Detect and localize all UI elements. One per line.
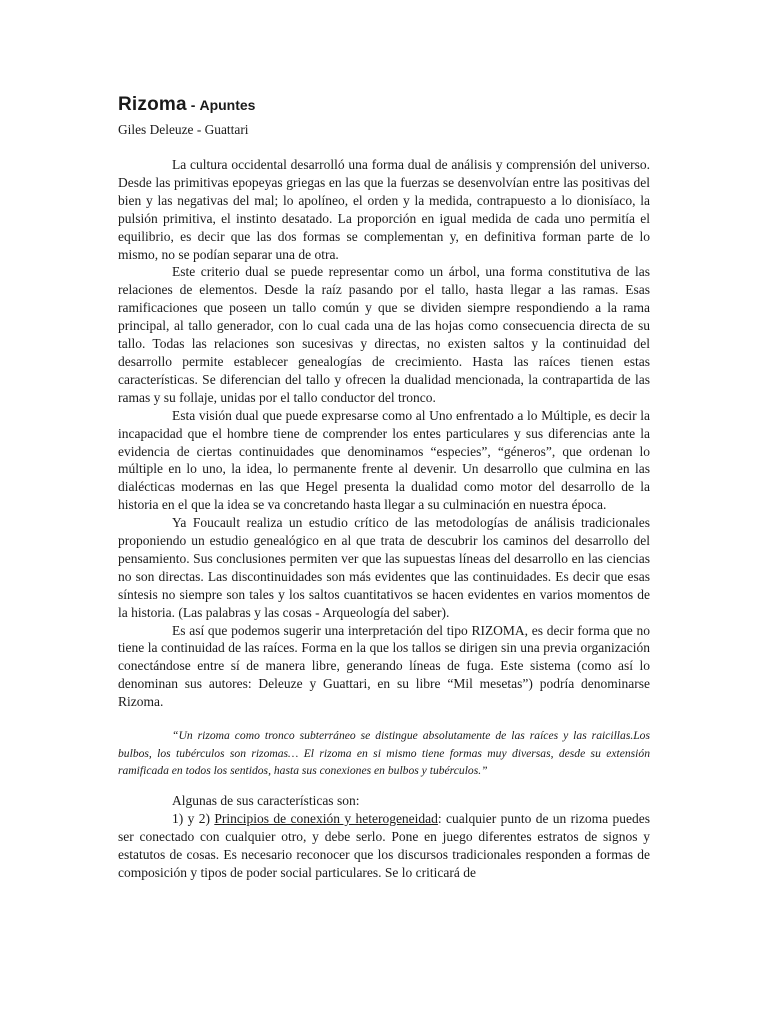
paragraph-2: Este criterio dual se puede representar como un árbol, una forma constitutiva de las relaciones de elementos. Desde la raíz pasando por el tallo, hasta llegar a las ramas. Esas ramificaciones que poseen un tallo común y que se dividen siempre respondiendo a la rama principal, al tallo generador, con lo cual cada una de las hojas como consecuencia directa de su tallo. Todas las relaciones son sucesivas y directas, no existen saltos y la continuidad del desarrollo permite establecer genealogías de crecimiento. Hasta las raíces tienen estas características. Se diferencian del tallo y ofrecen la dualidad mencionada, la contrapartida de las ramas y su follaje, unidas por el tallo conductor del tronco.	[118, 264, 650, 405]
characteristics-section	[118, 792, 650, 882]
paragraph-4: Ya Foucault realiza un estudio crítico de las metodologías de análisis tradicionales proponiendo un estudio genealógico en al que trata de descubrir los caminos del desarrollo del pensamiento. Sus conclusiones permiten ver que las supuestas líneas del desarrollo en las ciencias no son directas. Las discontinuidades son más evidentes que las continuidades. Es decir que esas síntesis no siempre son tales y los saltos cuantitativos se hacen evidentes en varios momentos de la historia. (Las palabras y las cosas - Arqueología del saber).	[118, 515, 650, 620]
paragraph-1: La cultura occidental desarrolló una forma dual de análisis y comprensión del universo. Desde las primitivas epopeyas griegas en las que la fuerzas se desenvolvían entre las positivas del bien y las negativas del mal; lo apolíneo, el orden y la medida, contrapuesto a lo dionisíaco, la pulsión primitiva, el instinto desatado. La proporción en igual medida de cada uno permitía el equilibrio, es decir que las dos formas se complementan y, en definitiva forman parte de lo mismo, no se podían separar una de otra.	[118, 157, 650, 262]
paragraph-5: Es así que podemos sugerir una interpretación del tipo RIZOMA, es decir forma que no tiene la continuidad de las raíces. Forma en la que los tallos se dirigen sin una previa organización conectándose entre sí de manera libre, generando líneas de fuga. Este sistema (como así lo denominan sus autores: Deleuze y Guattari, en su libre “Mil mesetas”) podría denominarse Rizoma.	[118, 622, 650, 710]
document-title	[118, 94, 650, 116]
body-text	[118, 156, 650, 711]
title-separator: -	[190, 97, 196, 113]
list-intro: Algunas de sus características son:	[172, 792, 360, 808]
block-quote: “Un rizoma como tronco subterráneo se distingue absolutamente de las raíces y las raicillas.Los bulbos, los tubérculos son rizomas… El rizoma en si mismo tiene formas muy diversas, desde su extensión ramificada en todos los sentidos, hasta sus conexiones en bulbos y tubérculos.”	[118, 729, 650, 778]
item-text: : cualquier punto de un rizoma puedes ser conectado con cualquier otro, y debe serlo. Pone en juego diferentes estratos de signos y estatutos de cosas. Es necesario reconocer que los discursos tradicionales responden a formas de composición y tipos de poder social particulares. Se lo criticará de	[118, 810, 650, 880]
item-heading: Principios de conexión y heterogeneidad	[214, 810, 438, 826]
list-item-1	[118, 810, 650, 882]
title-main: Rizoma	[118, 94, 187, 115]
paragraph-3: Esta visión dual que puede expresarse como al Uno enfrentado a lo Múltiple, es decir la incapacidad que el hombre tiene de comprender los entes particulares y sus diferencias ante la evidencia de ciertas continuidades que denominamos “especies”, “géneros”, que ordenan lo múltiple en lo uno, la idea, lo permanente frente al devenir. Un desarrollo que culmina en las dialécticas modernas en las que Hegel presenta la dualidad como motor del desarrollo de la historia en el que la idea se va concretando hasta llegar a su culminación en nuestra época.	[118, 407, 650, 513]
authors-line: Giles Deleuze - Guattari	[118, 122, 249, 137]
item-number: 1) y 2)	[172, 810, 215, 826]
title-subtitle: Apuntes	[199, 97, 256, 113]
